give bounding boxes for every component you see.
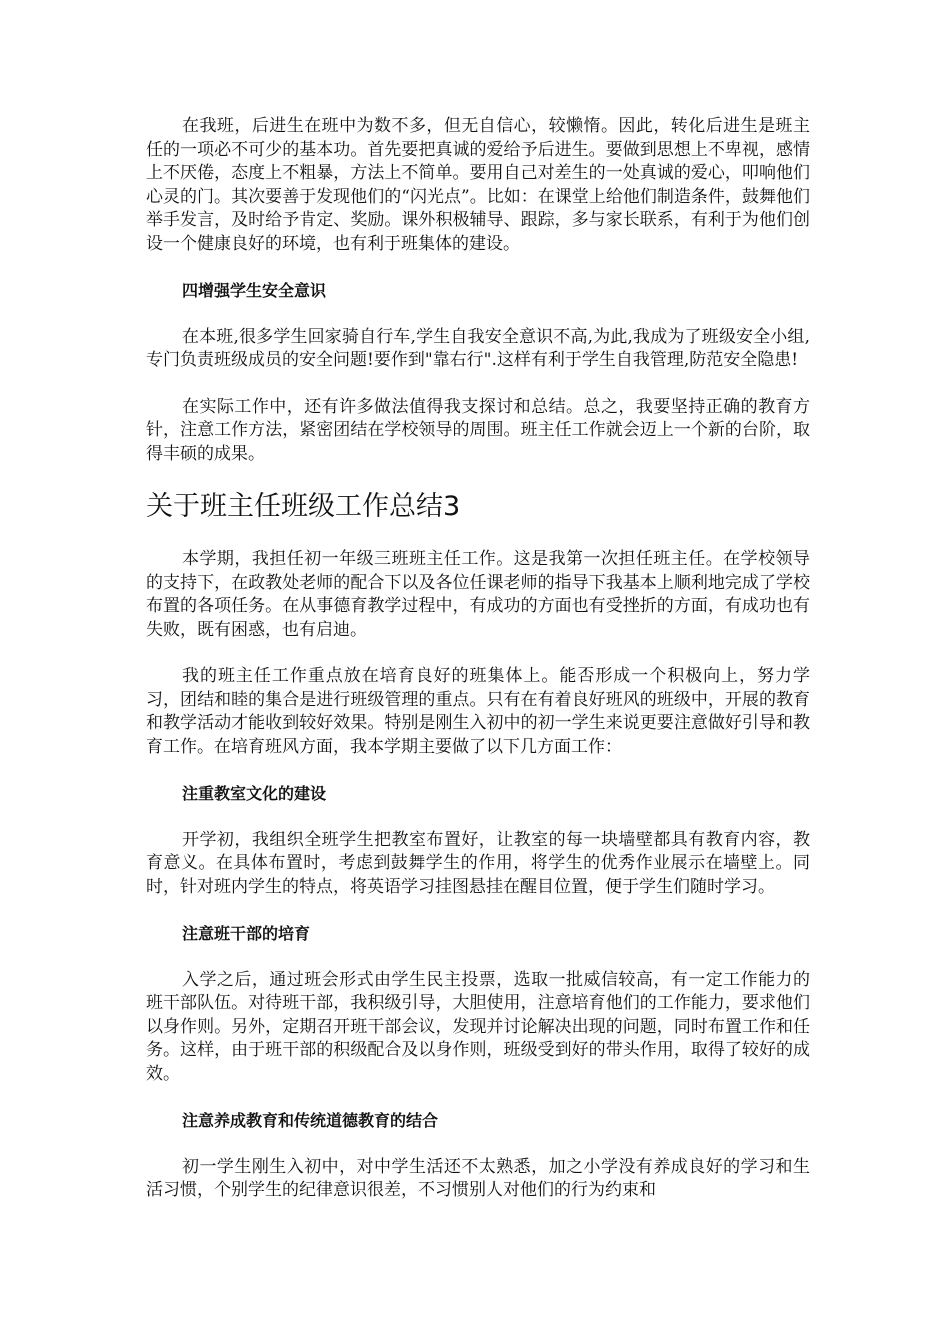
paragraph-intro: 本学期，我担任初一年级三班班主任工作。这是我第一次担任班主任。在学校领导的支持下，在政教处老师的配合下以及各位任课老师的指导下我基本上顺利地完成了学校布置的各项任务。在从事德育教学过程中，有成功的方面也有受挫折的方面，有成功也有失败，既有困惑，也有启迪。: [146, 549, 810, 640]
subheading-safety: 四增强学生安全意识: [182, 281, 327, 300]
document-page: [146, 115, 810, 1203]
subheading-moral-education: 注意养成教育和传统道德教育的结合: [182, 1111, 439, 1130]
paragraph-class-cadres: 入学之后，通过班会形式由学生民主投票，选取一批威信较高，有一定工作能力的班干部队伍。对待班干部，我积级引导，大胆使用，注意培育他们的工作能力，要求他们以身作则。另外，定期召开班干部会议，发现并讨论解决出现的问题，同时布置工作和任务。这样，由于班干部的积级配合及以身作则，班级受到好的带头作用，取得了较好的成效。: [146, 969, 810, 1084]
paragraph-underachievers: 在我班，后进生在班中为数不多，但无自信心，较懒惰。因此，转化后进生是班主任的一项必不可少的基本功。首先要把真诚的爱给予后进生。要做到思想上不卑视，感情上不厌倦，态度上不粗暴，方法上不简单。要用自己对差生的一处真诚的爱心，叩响他们心灵的门。其次要善于发现他们的“闪光点”。比如：在课堂上给他们制造条件，鼓舞他们举手发言，及时给予肯定、奖励。课外积极辅导、跟踪，多与家长联系，有利于为他们创设一个健康良好的环境，也有利于班集体的建设。: [146, 116, 810, 254]
paragraph-conclusion: 在实际工作中，还有许多做法值得我支探讨和总结。总之，我要坚持正确的教育方针，注意工作方法，紧密团结在学校领导的周围。班主任工作就会迈上一个新的台阶，取得丰硕的成果。: [146, 396, 810, 464]
paragraph-classroom-culture: 开学初，我组织全班学生把教室布置好，让教室的每一块墙壁都具有教育内容，教育意义。在具体布置时，考虑到鼓舞学生的作用，将学生的优秀作业展示在墙壁上。同时，针对班内学生的特点，将英语学习挂图悬挂在醒目位置，便于学生们随时学习。: [146, 829, 810, 897]
subheading-classroom-culture: 注重教室文化的建设: [182, 784, 327, 803]
paragraph-safety: 在本班,很多学生回家骑自行车,学生自我安全意识不高,为此,我成为了班级安全小组,专门负责班级成员的安全问题!要作到"靠右行".这样有利于学生自我管理,防范安全隐患!: [146, 326, 810, 370]
section-title: 关于班主任班级工作总结3: [146, 491, 461, 522]
paragraph-moral-education: 初一学生刚生入初中，对中学生活还不太熟悉，加之小学没有养成良好的学习和生活习惯，个别学生的纪律意识很差，不习惯别人对他们的行为约束和: [146, 1156, 810, 1200]
paragraph-focus: 我的班主任工作重点放在培育良好的班集体上。能否形成一个积极向上，努力学习，团结和睦的集合是进行班级管理的重点。只有在有着良好班风的班级中，开展的教育和教学活动才能收到较好效果。特别是刚生入初中的初一学生来说更要注意做好引导和教育工作。在培育班风方面，我本学期主要做了以下几方面工作：: [146, 666, 810, 757]
subheading-class-cadres: 注意班干部的培育: [182, 924, 311, 943]
